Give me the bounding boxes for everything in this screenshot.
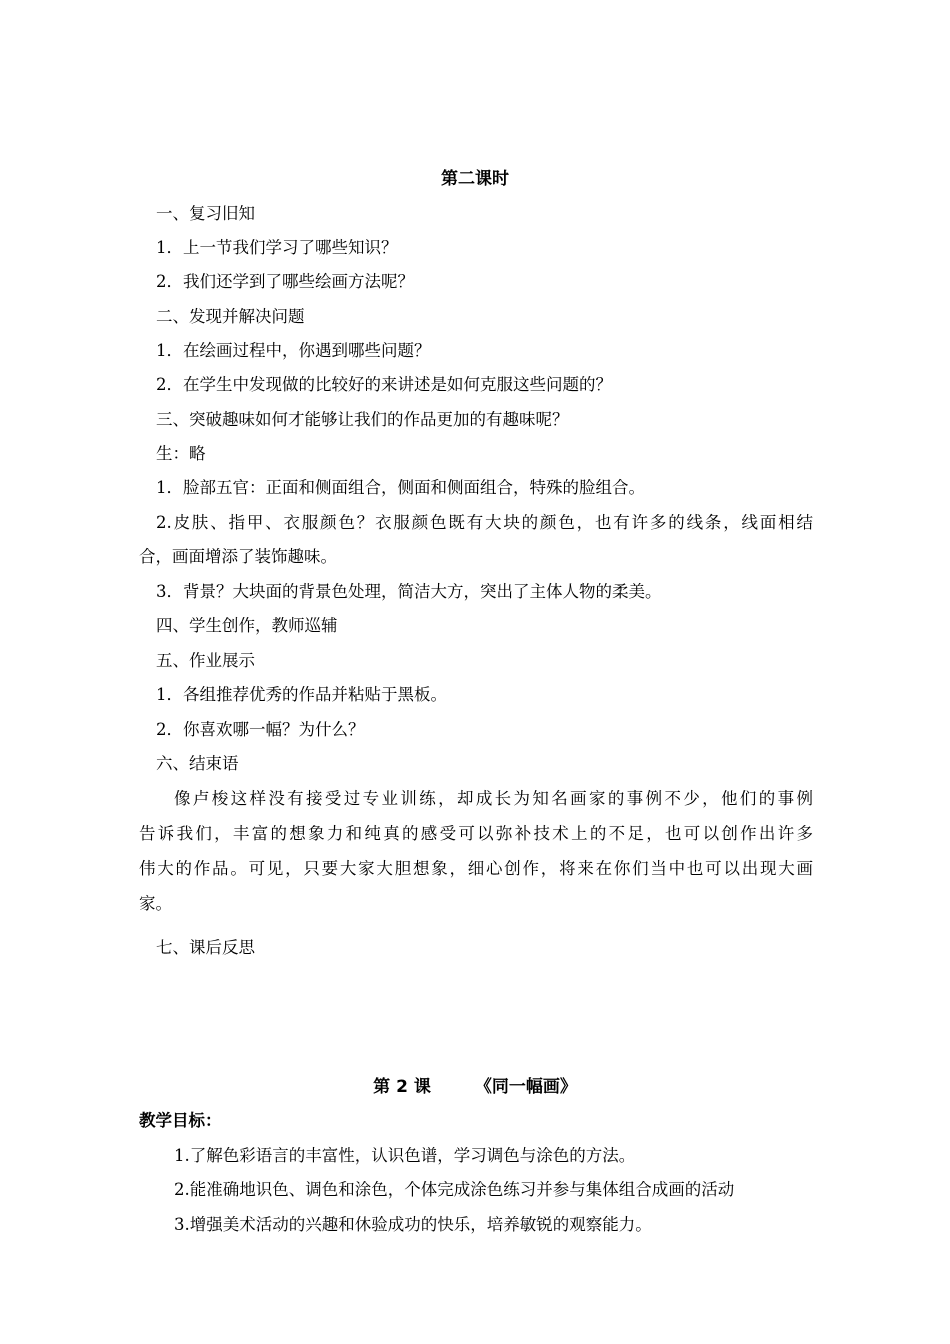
goal-item: 1.了解色彩语言的丰富性，认识色谱，学习调色与涂色的方法。 <box>174 1146 636 1165</box>
paragraph-line: 像卢梭这样没有接受过专业训练，却成长为知名画家的事例不少，他们的事例 <box>174 789 813 808</box>
text-line: 四、学生创作，教师巡辅 <box>156 616 338 635</box>
goal-item: 3.增强美术活动的兴趣和休验成功的快乐，培养敏锐的观察能力。 <box>174 1215 652 1234</box>
text-line: 五、作业展示 <box>156 651 255 670</box>
goals-heading: 教学目标： <box>139 1111 222 1130</box>
paragraph-line: 告诉我们，丰富的想象力和纯真的感受可以弥补技术上的不足，也可以创作出许多 <box>139 824 813 843</box>
text-line: 2.皮肤、指甲、衣服颜色？衣服颜色既有大块的颜色，也有许多的线条，线面相结 <box>156 513 813 532</box>
text-line: 生：略 <box>156 444 206 463</box>
text-line: 2．你喜欢哪一幅？为什么？ <box>156 720 365 739</box>
paragraph-line: 家。 <box>139 894 172 913</box>
text-line: 六、结束语 <box>156 754 239 773</box>
text-line: 2．我们还学到了哪些绘画方法呢？ <box>156 272 414 291</box>
text-line: 1．各组推荐优秀的作品并粘贴于黑板。 <box>156 685 447 704</box>
text-line: 1．脸部五官：正面和侧面组合，侧面和侧面组合，特殊的脸组合。 <box>156 478 645 497</box>
section-title: 第二课时 <box>441 169 509 189</box>
text-line: 2．在学生中发现做的比较好的来讲述是如何克服这些问题的？ <box>156 375 612 394</box>
text-line: 1．上一节我们学习了哪些知识？ <box>156 238 398 257</box>
text-line: 七、课后反思 <box>156 938 255 957</box>
text-line: 3．背景？大块面的背景色处理，简洁大方，突出了主体人物的柔美。 <box>156 582 662 601</box>
goal-item: 2.能准确地识色、调色和涂色，个体完成涂色练习并参与集体组合成画的活动 <box>174 1180 735 1199</box>
lesson-number: 第 2 课 <box>373 1077 431 1097</box>
text-line: 三、突破趣味如何才能够让我们的作品更加的有趣味呢？ <box>156 410 569 429</box>
lesson-name: 《同一幅画》 <box>474 1077 577 1097</box>
lesson-title <box>0 1076 950 1098</box>
text-line: 合，画面增添了装饰趣味。 <box>139 547 337 566</box>
text-line: 1．在绘画过程中，你遇到哪些问题？ <box>156 341 431 360</box>
text-line: 二、发现并解决问题 <box>156 307 305 326</box>
paragraph-line: 伟大的作品。可见，只要大家大胆想象，细心创作，将来在你们当中也可以出现大画 <box>139 859 813 878</box>
text-line: 一、复习旧知 <box>156 204 255 223</box>
